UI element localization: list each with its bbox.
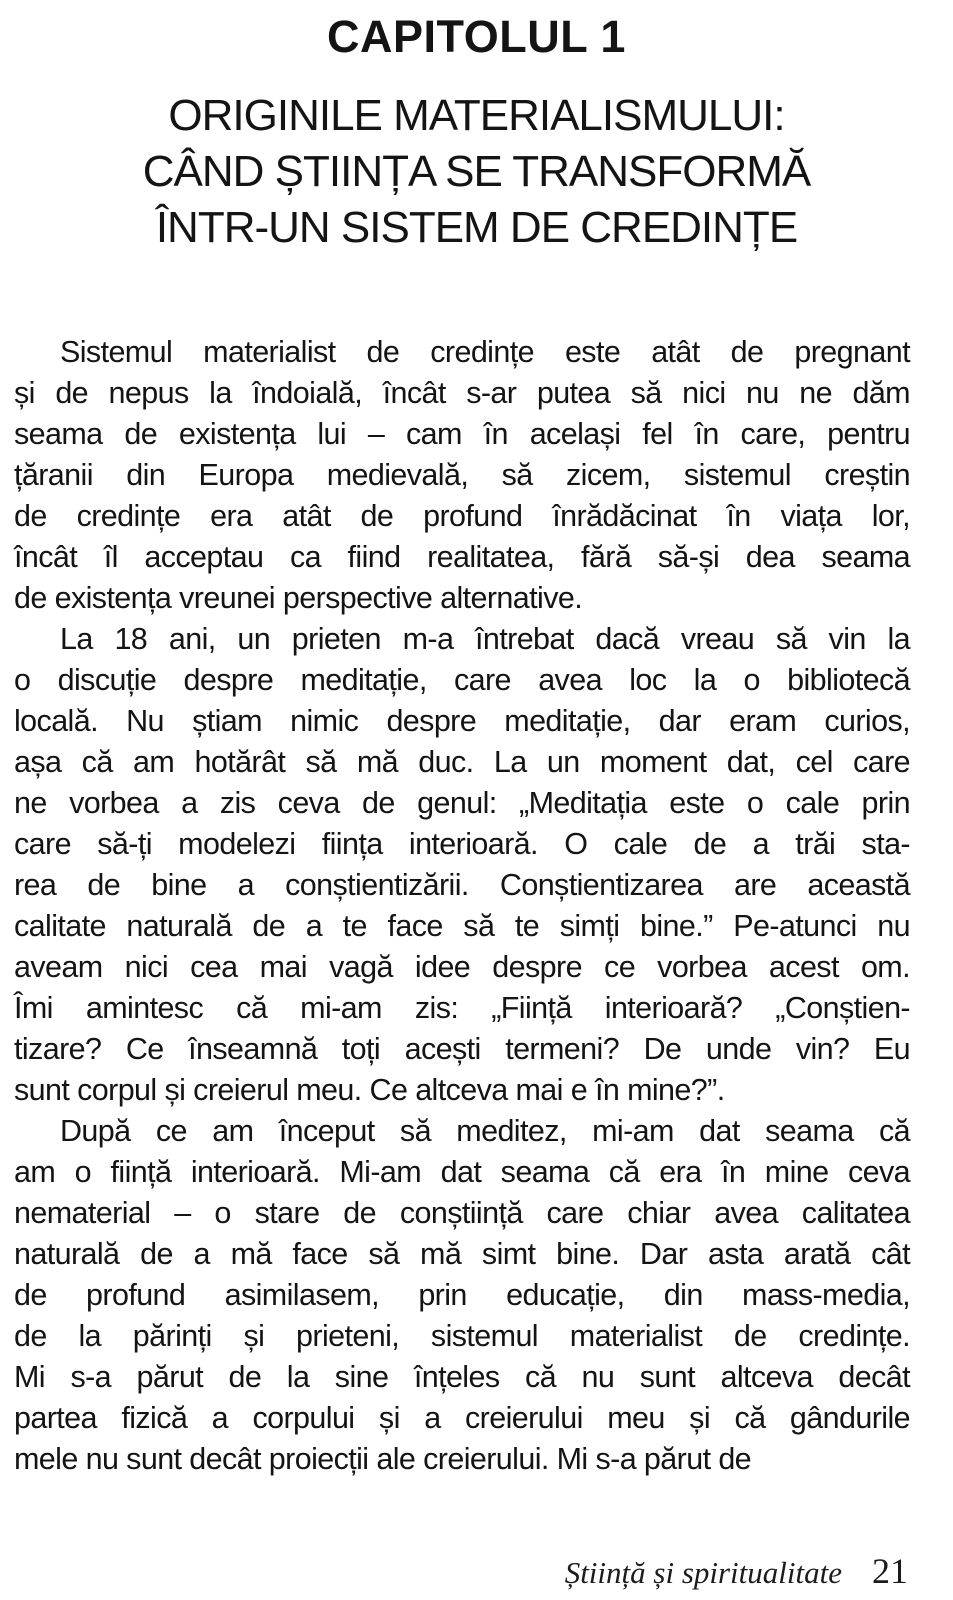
body-line: aveam nici cea mai vagă idee despre ce vorbea acest om. xyxy=(14,950,910,984)
chapter-title-line: CÂND ȘTIINȚA SE TRANSFORMĂ xyxy=(142,146,811,196)
body-line: rea de bine a conștientizării. Conștientizarea are această xyxy=(14,868,910,902)
chapter-label: CAPITOLUL 1 xyxy=(327,11,626,62)
body-line: de profund asimilasem, prin educație, din mass-media, xyxy=(14,1278,910,1312)
body-line: nematerial – o stare de conștiință care chiar avea calitatea xyxy=(14,1196,910,1230)
body-line: care să-ți modelezi ființa interioară. O cale de a trăi sta- xyxy=(14,827,910,861)
body-line: tizare? Ce înseamnă toți acești termeni? De unde vin? Eu xyxy=(14,1032,910,1066)
body-line: mele nu sunt decât proiecții ale creierului. Mi s-a părut de xyxy=(14,1442,752,1476)
body-line: și de nepus la îndoială, încât s-ar putea să nici nu ne dăm xyxy=(14,376,910,410)
body-line: seama de existența lui – cam în același fel în care, pentru xyxy=(14,417,910,451)
running-title: Știință și spiritualitate xyxy=(564,1555,842,1590)
body-line: de credințe era atât de profund înrădăcinat în viața lor, xyxy=(14,499,910,533)
page-number: 21 xyxy=(872,1551,908,1591)
body-line: țăranii din Europa medievală, să zicem, sistemul creștin xyxy=(14,458,910,492)
body-line: calitate naturală de a te face să te simți bine.” Pe-atunci nu xyxy=(14,909,910,943)
body-line: Mi s-a părut de la sine înțeles că nu sunt altceva decât xyxy=(14,1360,910,1394)
body-line: de existența vreunei perspective alternative. xyxy=(14,581,583,615)
body-line: Îmi amintesc că mi-am zis: „Ființă interioară? „Conștien- xyxy=(14,991,910,1025)
body-line: naturală de a mă face să mă simt bine. Dar asta arată cât xyxy=(14,1237,910,1271)
chapter-title-line: ÎNTR-UN SISTEM DE CREDINȚE xyxy=(155,202,798,252)
body-line: încât îl acceptau ca fiind realitatea, fără să-și dea seama xyxy=(14,540,910,574)
page-footer xyxy=(565,1550,908,1592)
body-line: locală. Nu știam nimic despre meditație, dar eram curios, xyxy=(14,704,910,738)
body-line: Sistemul materialist de credințe este atât de pregnant xyxy=(60,335,910,369)
body-line: de la părinți și prieteni, sistemul materialist de credințe. xyxy=(14,1319,910,1353)
body-line: După ce am început să meditez, mi-am dat seama că xyxy=(60,1114,910,1148)
chapter-title-line: ORIGINILE MATERIALISMULUI: xyxy=(168,90,785,140)
body-line: am o ființă interioară. Mi-am dat seama că era în mine ceva xyxy=(14,1155,910,1189)
body-line: sunt corpul și creierul meu. Ce altceva mai e în mine?”. xyxy=(14,1073,725,1107)
chapter-title xyxy=(0,88,953,256)
body-line: partea fizică a corpului și a creierului meu și că gândurile xyxy=(14,1401,910,1435)
body-text xyxy=(14,332,910,1480)
body-line: ne vorbea a zis ceva de genul: „Meditația este o cale prin xyxy=(14,786,910,820)
body-line: o discuție despre meditație, care avea loc la o bibliotecă xyxy=(14,663,910,697)
body-line: așa că am hotărât să mă duc. La un moment dat, cel care xyxy=(14,745,910,779)
body-line: La 18 ani, un prieten m-a întrebat dacă vreau să vin la xyxy=(60,622,910,656)
